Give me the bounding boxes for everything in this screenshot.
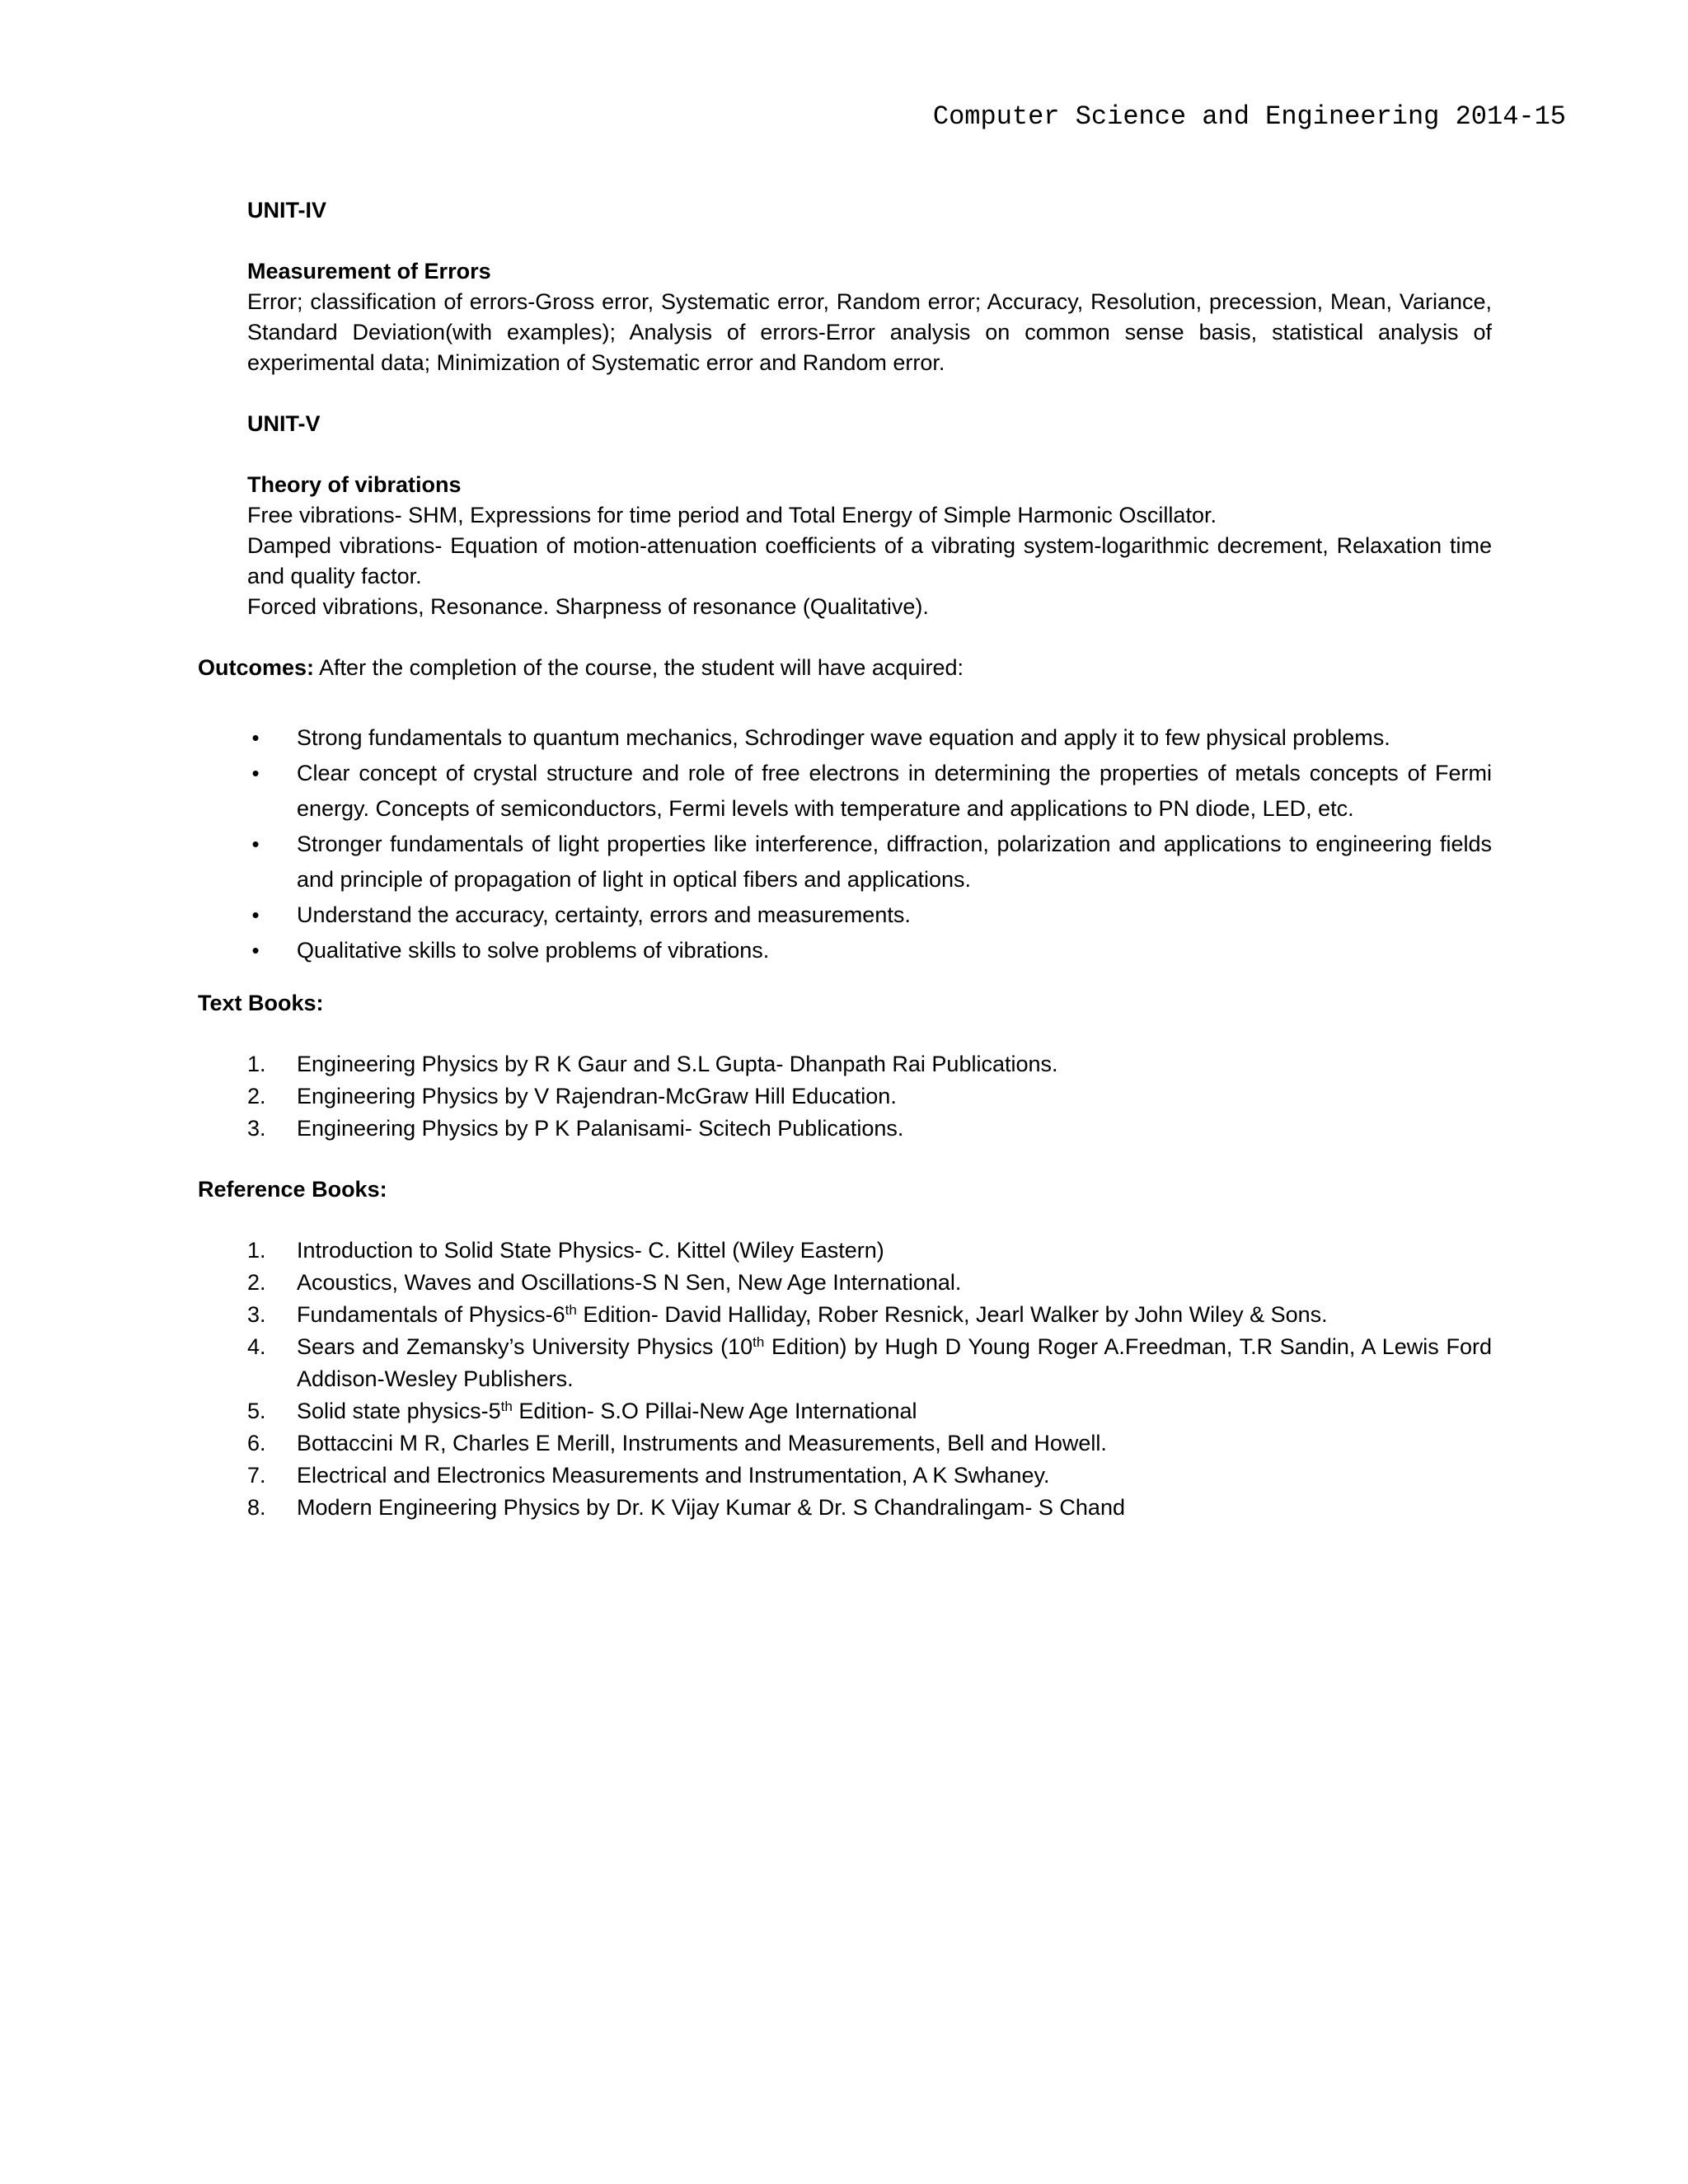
outcome-item: • Strong fundamentals to quantum mechanics, Schrodinger wave equation and apply it to few physical problems. — [247, 720, 1492, 756]
bullet-icon: • — [251, 938, 260, 963]
unit-v-heading: UNIT-V — [247, 411, 321, 436]
bullet-icon: • — [251, 725, 260, 750]
unit-iv-heading: UNIT-IV — [247, 198, 327, 223]
outcomes-label: Outcomes: — [198, 655, 315, 680]
text-books-heading: Text Books: — [198, 991, 324, 1015]
outcomes-intro-text: After the completion of the course, the student will have acquired: — [314, 655, 964, 680]
page-header: Computer Science and Engineering 2014-15 — [932, 101, 1566, 132]
reference-book-item: 5. Solid state physics-5th Edition- S.O Pillai-New Age International — [247, 1399, 917, 1423]
bullet-icon: • — [251, 902, 260, 927]
reference-book-item: 6. Bottaccini M R, Charles E Merill, Instruments and Measurements, Bell and Howell. — [247, 1431, 1107, 1455]
unit-iv-topic: Measurement of Errors — [247, 259, 491, 284]
outcome-item: • Understand the accuracy, certainty, errors and measurements. — [247, 898, 1492, 933]
unit-v-topic: Theory of vibrations — [247, 472, 462, 497]
reference-book-item: 2. Acoustics, Waves and Oscillations-S N Sen, New Age International. — [247, 1270, 962, 1295]
text-book-item: 3. Engineering Physics by P K Palanisami- Scitech Publications. — [247, 1116, 904, 1141]
outcomes-intro — [198, 653, 1492, 683]
reference-book-item: 4. Sears and Zemansky’s University Physics (10th Edition) by Hugh D Young Roger A.Freedman, T.R Sandin, A Lewis Ford Addison-Wesley Publishers. — [247, 1334, 1492, 1391]
reference-book-item: 3. Fundamentals of Physics-6th Edition- David Halliday, Rober Resnick, Jearl Walker by John Wiley & Sons. — [247, 1302, 1328, 1327]
bullet-icon: • — [251, 832, 260, 856]
bullet-icon: • — [251, 761, 260, 785]
outcome-item: • Clear concept of crystal structure and role of free electrons in determining the properties of metals concepts of Fermi energy. Concepts of semiconductors, Fermi levels with temperature and applications to PN diode, LED, etc. — [247, 756, 1492, 827]
reference-books-heading: Reference Books: — [198, 1177, 387, 1202]
unit-v-section — [247, 409, 1492, 622]
unit-iv-body: Error; classification of errors-Gross error, Systematic error, Random error; Accuracy, Resolution, precession, Mean, Variance, Standard Deviation(with examples); Analysis of errors-Error analysis on common sense basis, statistical analysis of experimental data; Minimization of Systematic error and Random error. — [247, 289, 1492, 375]
unit-v-line: Forced vibrations, Resonance. Sharpness of resonance (Qualitative). — [247, 594, 929, 619]
unit-iv-section — [247, 195, 1492, 378]
outcome-item: • Stronger fundamentals of light properties like interference, diffraction, polarization and applications to engineering fields and principle of propagation of light in optical fibers and applications. — [247, 827, 1492, 898]
text-books-list — [247, 1048, 1492, 1145]
reference-book-item: 1. Introduction to Solid State Physics- C. Kittel (Wiley Eastern) — [247, 1238, 884, 1263]
unit-v-line: Free vibrations- SHM, Expressions for time period and Total Energy of Simple Harmonic Oscillator. — [247, 503, 1217, 527]
text-book-item: 2. Engineering Physics by V Rajendran-McGraw Hill Education. — [247, 1084, 897, 1108]
reference-book-item: 8. Modern Engineering Physics by Dr. K Vijay Kumar & Dr. S Chandralingam- S Chand — [247, 1495, 1125, 1520]
reference-books-list — [247, 1235, 1492, 1524]
document-body — [198, 195, 1492, 1554]
unit-v-line: Damped vibrations- Equation of motion-attenuation coefficients of a vibrating system-logarithmic decrement, Relaxation time and quality factor. — [247, 533, 1492, 588]
outcome-item: • Qualitative skills to solve problems of vibrations. — [247, 933, 1492, 968]
outcomes-list — [247, 720, 1492, 968]
reference-book-item: 7. Electrical and Electronics Measurements and Instrumentation, A K Swhaney. — [247, 1463, 1050, 1488]
text-book-item: 1. Engineering Physics by R K Gaur and S.L Gupta- Dhanpath Rai Publications. — [247, 1052, 1058, 1076]
